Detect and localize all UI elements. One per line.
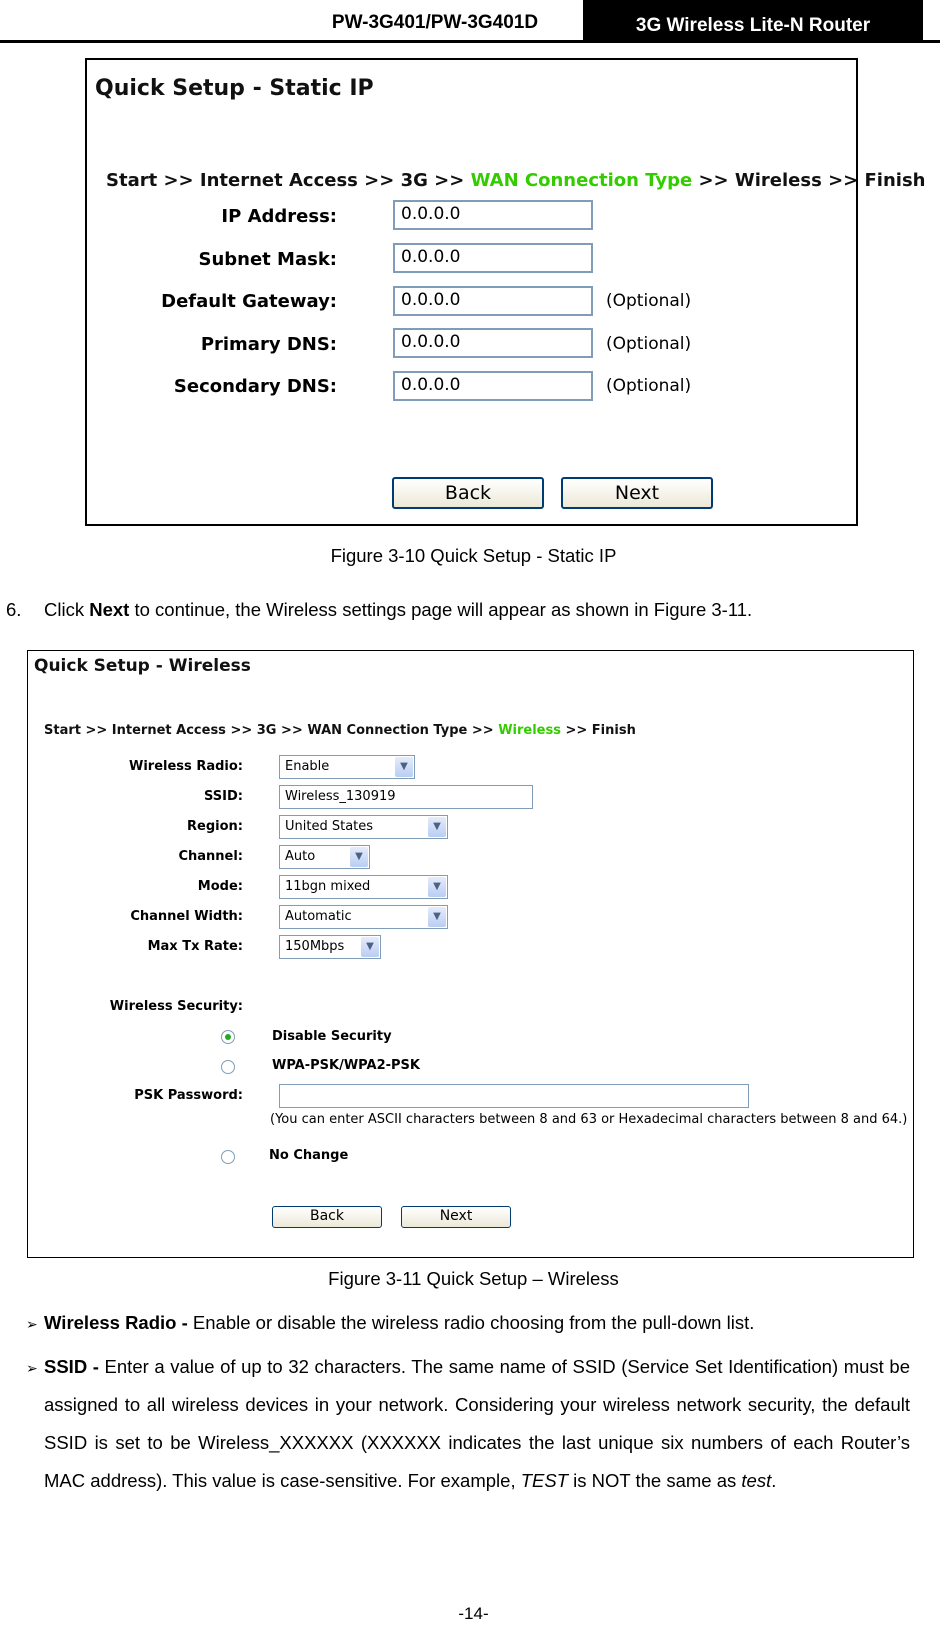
bullet-text: . [771,1470,777,1491]
bullet-text: Enable or disable the wireless radio choosing from the pull-down list. [192,1312,755,1333]
psk-password-input[interactable] [279,1084,749,1108]
step-text-post: to continue, the Wireless settings page will appear as shown in Figure 3-11. [129,599,753,620]
bullet-term: Wireless Radio - [44,1312,193,1333]
crumb-part: >> Finish [560,723,636,738]
max-tx-rate-value: 150Mbps [285,939,345,954]
header-product-tab: 3G Wireless Lite-N Router [583,0,923,42]
chevron-down-icon: ▼ [428,877,446,897]
channel-width-label: Channel Width: [130,909,243,924]
crumb-current: Wireless [498,723,561,738]
disable-security-label: Disable Security [272,1029,392,1044]
channel-width-select[interactable] [279,905,448,929]
secondary-dns-label: Secondary DNS: [173,376,337,397]
max-tx-rate-select[interactable] [279,935,381,959]
crumb-part: >> Wireless >> Finish [692,170,926,191]
step-6-text [44,591,752,629]
channel-select[interactable] [279,845,370,869]
default-gateway-input[interactable]: 0.0.0.0 [393,286,593,316]
chevron-down-icon: ▼ [428,817,446,837]
chevron-down-icon: ▼ [428,907,446,927]
wireless-radio-value: Enable [285,759,330,774]
bullet-italic: TEST [520,1470,568,1491]
mode-select[interactable] [279,875,448,899]
disable-security-radio[interactable] [221,1030,235,1044]
wireless-radio-label: Wireless Radio: [129,759,243,774]
subnet-mask-label: Subnet Mask: [198,249,337,270]
wpa-psk-label: WPA-PSK/WPA2-PSK [272,1058,420,1073]
ssid-input[interactable]: Wireless_130919 [279,785,533,809]
ip-address-label: IP Address: [221,206,337,227]
mode-value: 11bgn mixed [285,879,371,894]
figure-3-11-screenshot [27,650,914,1258]
header-rule [0,40,940,43]
default-gateway-label: Default Gateway: [161,291,337,312]
primary-dns-input[interactable]: 0.0.0.0 [393,328,593,358]
wireless-security-label: Wireless Security: [109,999,243,1014]
region-value: United States [285,819,374,834]
step-text-bold: Next [89,599,130,620]
crumb-part: Start >> Internet Access >> 3G >> WAN Connection Type >> [44,723,499,738]
region-select[interactable] [279,815,448,839]
psk-password-hint: (You can enter ASCII characters between 8 and 63 or Hexadecimal characters between 8 and 64.) [270,1112,908,1127]
crumb-part: Start >> Internet Access >> 3G >> [106,170,471,191]
wireless-radio-description [44,1304,910,1342]
chevron-down-icon: ▼ [395,757,413,777]
subnet-mask-input[interactable]: 0.0.0.0 [393,243,593,273]
static-ip-breadcrumb [106,170,925,191]
figure-3-10-screenshot [85,58,926,526]
figure-3-10-caption: Figure 3-10 Quick Setup - Static IP [330,545,617,566]
psk-password-label: PSK Password: [134,1088,243,1103]
bullet-marker: ➢ [26,1360,38,1376]
channel-value: Auto [285,849,316,864]
primary-dns-optional-note: (Optional) [606,334,692,354]
wpa-psk-radio[interactable] [221,1060,235,1074]
step-text-pre: Click [44,599,90,620]
ssid-label: SSID: [204,789,243,804]
static-ip-title: Quick Setup - Static IP [95,76,374,101]
bullet-text: is NOT the same as [568,1470,742,1491]
next-button[interactable]: Next [401,1206,511,1228]
crumb-current: WAN Connection Type [470,170,693,191]
secondary-dns-optional-note: (Optional) [606,376,692,396]
mode-label: Mode: [197,879,243,894]
header-model: PW-3G401/PW-3G401D [331,12,539,33]
bullet-text: Enter a value of up to 32 characters. The same name of SSID (Service Set Identification) must be assigned to all wireless devices in your network. Considering your wireless network security, the default SSID is set to be Wireless_XXXXXX (XXXXXX indicates the last unique six numbers of each Router’s MAC address). This value is case-sensitive. For example, [44,1356,910,1491]
wireless-breadcrumb [44,723,636,738]
bullet-marker: ➢ [26,1316,38,1332]
channel-label: Channel: [178,849,243,864]
next-button[interactable]: Next [561,477,713,509]
bullet-italic: test [741,1470,772,1491]
no-change-radio[interactable] [221,1150,235,1164]
wireless-title: Quick Setup - Wireless [34,656,251,676]
back-button[interactable]: Back [272,1206,382,1228]
wireless-radio-select[interactable] [279,755,415,779]
secondary-dns-input[interactable]: 0.0.0.0 [393,371,593,401]
bullet-term: SSID - [44,1356,105,1377]
gateway-optional-note: (Optional) [606,291,692,311]
ip-address-input[interactable]: 0.0.0.0 [393,200,593,230]
figure-3-11-caption: Figure 3-11 Quick Setup – Wireless [328,1268,619,1289]
page-number: -14- [458,1604,489,1623]
no-change-label: No Change [269,1148,349,1163]
max-tx-rate-label: Max Tx Rate: [147,939,243,954]
ssid-description [44,1348,910,1500]
chevron-down-icon: ▼ [361,937,379,957]
back-button[interactable]: Back [392,477,544,509]
step-number: 6. [6,599,22,620]
region-label: Region: [187,819,243,834]
primary-dns-label: Primary DNS: [200,334,337,355]
chevron-down-icon: ▼ [350,847,368,867]
channel-width-value: Automatic [285,909,352,924]
